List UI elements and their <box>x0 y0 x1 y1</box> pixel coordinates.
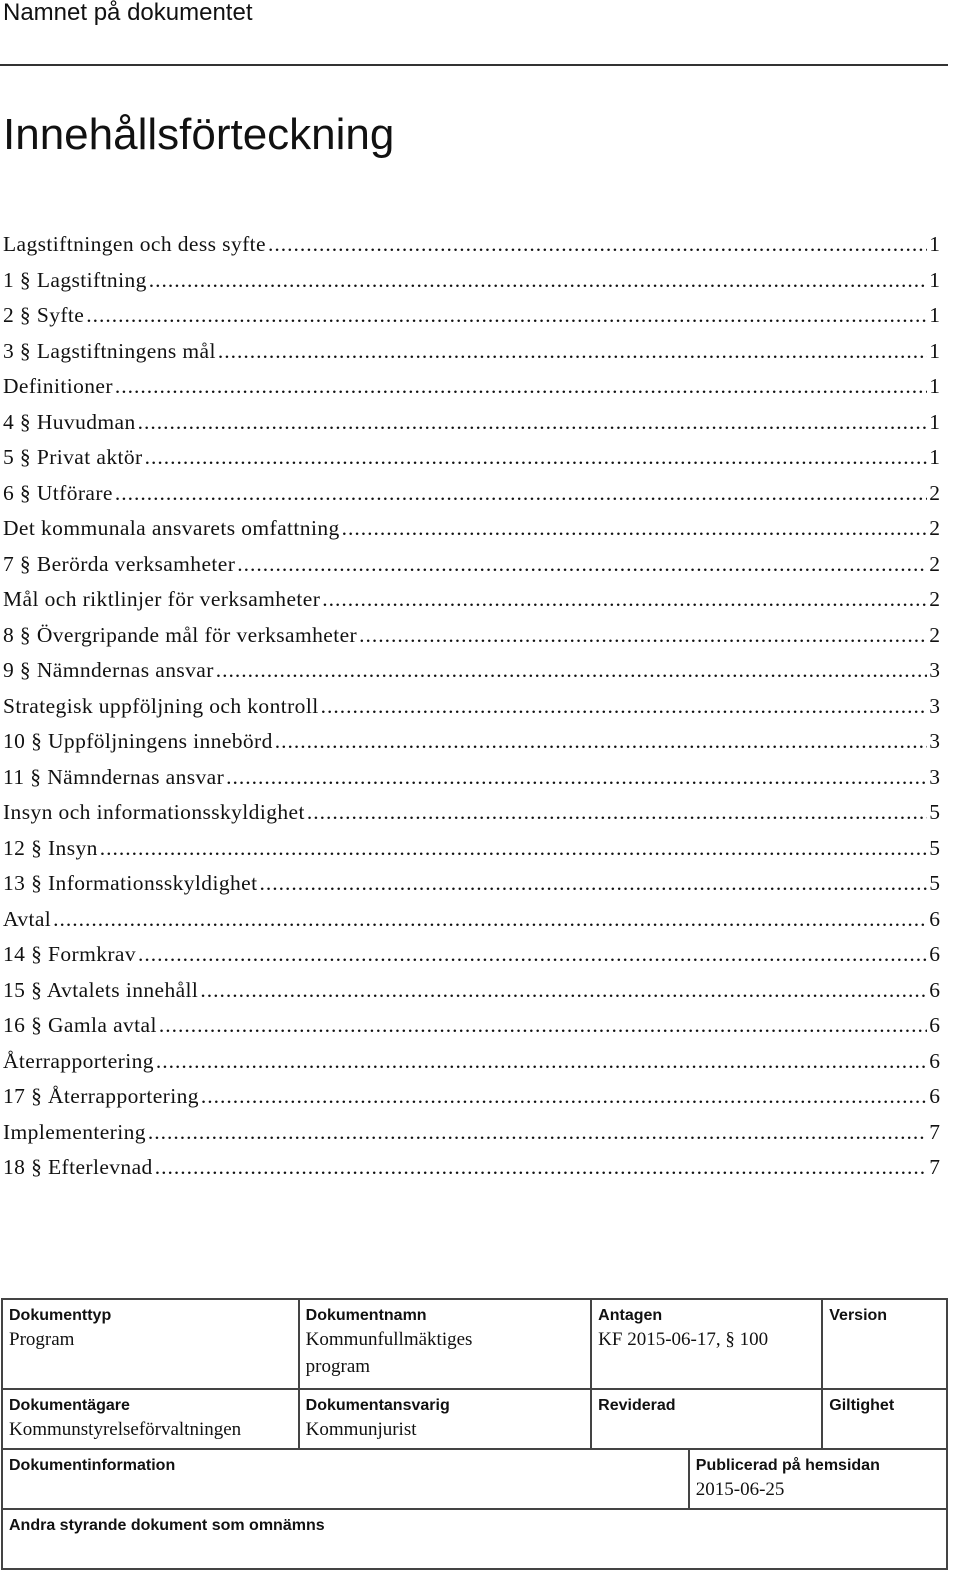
toc-entry-text[interactable]: 13 § Informationsskyldighet <box>3 871 258 895</box>
toc-entry-text[interactable]: 18 § Efterlevnad <box>3 1155 153 1179</box>
toc-entry[interactable] <box>3 1081 940 1117</box>
toc-entry-text[interactable]: Återrapportering <box>3 1048 154 1073</box>
toc-entry[interactable] <box>3 833 940 869</box>
toc-page-number[interactable]: 5 <box>929 800 940 824</box>
toc-entry-text[interactable]: 4 § Huvudman <box>3 409 136 434</box>
dot-leader <box>100 833 927 863</box>
dot-leader <box>115 478 927 508</box>
toc-entry[interactable] <box>3 797 940 833</box>
cell-version: Version <box>822 1299 947 1389</box>
toc-page-number[interactable]: 2 <box>929 587 940 611</box>
toc-entry[interactable] <box>3 691 940 727</box>
toc-page-number[interactable]: 5 <box>929 835 940 860</box>
dot-leader <box>86 300 927 330</box>
toc-entry-text[interactable]: Lagstiftningen och dess syfte <box>3 232 266 256</box>
dot-leader <box>145 442 928 472</box>
toc-entry[interactable] <box>3 478 940 514</box>
toc-entry-text[interactable]: 17 § Återrapportering <box>3 1084 199 1108</box>
toc-entry[interactable] <box>3 939 940 975</box>
toc-entry[interactable] <box>3 1010 940 1046</box>
toc-entry-text[interactable]: Det kommunala ansvarets omfattning <box>3 516 340 540</box>
toc-entry[interactable] <box>3 549 940 585</box>
toc-page-number[interactable]: 1 <box>929 267 940 292</box>
cell-andra-dokument: Andra styrande dokument som omnämns <box>2 1509 947 1569</box>
toc-page-number[interactable]: 6 <box>929 906 940 931</box>
toc-page-number[interactable]: 1 <box>929 232 940 256</box>
cell-dokumentinformation: Dokumentinformation <box>2 1449 689 1509</box>
toc-page-number[interactable]: 1 <box>929 338 940 363</box>
dot-leader <box>226 762 927 792</box>
toc-entry[interactable] <box>3 1117 940 1153</box>
toc-entry[interactable] <box>3 300 940 336</box>
document-header-name: Namnet på dokumentet <box>3 0 253 26</box>
dot-leader <box>275 726 927 756</box>
toc-entry-text[interactable]: Definitioner <box>3 374 113 398</box>
dot-leader <box>259 868 927 898</box>
toc-page-number[interactable]: 1 <box>929 303 940 327</box>
toc-entry-text[interactable]: 16 § Gamla avtal <box>3 1013 157 1037</box>
toc-entry-text[interactable]: Avtal <box>3 906 52 931</box>
toc-entry-text[interactable]: 9 § Nämndernas ansvar <box>3 658 214 682</box>
toc-page-number[interactable]: 5 <box>929 871 940 895</box>
dot-leader <box>53 904 927 934</box>
dot-leader <box>342 513 928 543</box>
toc-entry[interactable] <box>3 407 940 443</box>
toc-page-number[interactable]: 7 <box>929 1119 940 1144</box>
toc-page-number[interactable]: 2 <box>929 622 940 647</box>
toc-entry-text[interactable]: 10 § Uppföljningens innebörd <box>3 729 273 753</box>
header-divider <box>0 64 948 66</box>
toc-entry-text[interactable]: 11 § Nämndernas ansvar <box>3 764 225 789</box>
toc-entry[interactable] <box>3 1046 940 1082</box>
toc-entry[interactable] <box>3 265 940 301</box>
toc-entry-text[interactable]: 7 § Berörda verksamheter <box>3 551 236 576</box>
toc-entry[interactable] <box>3 904 940 940</box>
toc-entry-text[interactable]: 3 § Lagstiftningens mål <box>3 338 216 363</box>
toc-page-number[interactable]: 1 <box>929 409 940 434</box>
toc-entry-text[interactable]: 1 § Lagstiftning <box>3 267 147 292</box>
dot-leader <box>156 1046 927 1076</box>
toc-page-number[interactable]: 2 <box>929 551 940 576</box>
toc-entry-text[interactable]: Insyn och informationsskyldighet <box>3 800 305 824</box>
toc-entry-text[interactable]: 8 § Övergripande mål för verksamheter <box>3 622 358 647</box>
dot-leader <box>148 1117 927 1147</box>
toc-entry[interactable] <box>3 762 940 798</box>
dot-leader <box>138 939 927 969</box>
toc-entry-text[interactable]: 15 § Avtalets innehåll <box>3 977 199 1002</box>
cell-antagen: Antagen KF 2015-06-17, § 100 <box>591 1299 822 1389</box>
toc-page-number[interactable]: 3 <box>929 729 940 753</box>
toc-entry[interactable] <box>3 655 940 691</box>
toc-entry-text[interactable]: 14 § Formkrav <box>3 942 136 966</box>
dot-leader <box>155 1152 928 1182</box>
cell-publicerad: Publicerad på hemsidan 2015-06-25 <box>689 1449 947 1509</box>
toc-entry[interactable] <box>3 229 940 265</box>
toc-entry[interactable] <box>3 336 940 372</box>
toc-page-number[interactable]: 1 <box>929 374 940 398</box>
dot-leader <box>237 549 927 579</box>
dot-leader <box>307 797 927 827</box>
toc-entry[interactable] <box>3 442 940 478</box>
dot-leader <box>149 265 928 295</box>
dot-leader <box>138 407 928 437</box>
toc-entry-text[interactable]: Strategisk uppföljning och kontroll <box>3 693 319 718</box>
dot-leader <box>159 1010 927 1040</box>
toc-entry-text[interactable]: Mål och riktlinjer för verksamheter <box>3 587 321 611</box>
toc-entry-text[interactable]: 6 § Utförare <box>3 480 113 505</box>
toc-entry-text[interactable]: 12 § Insyn <box>3 835 98 860</box>
toc-entry[interactable] <box>3 868 940 904</box>
toc-entry[interactable] <box>3 620 940 656</box>
page-title: Innehållsförteckning <box>3 110 395 159</box>
toc-page-number[interactable]: 2 <box>929 480 940 505</box>
toc-page-number[interactable]: 1 <box>929 445 940 469</box>
dot-leader <box>201 1081 927 1111</box>
dot-leader <box>218 336 927 366</box>
cell-giltighet: Giltighet <box>822 1389 947 1449</box>
toc-entry[interactable] <box>3 726 940 762</box>
toc-page-number[interactable]: 6 <box>929 977 940 1002</box>
document-info-table <box>1 1298 948 1570</box>
toc-entry[interactable] <box>3 1152 940 1188</box>
cell-dokumentagare: Dokumentägare Kommunstyrelseförvaltningen <box>2 1389 299 1449</box>
toc-entry[interactable] <box>3 584 940 620</box>
dot-leader <box>268 229 927 259</box>
dot-leader <box>200 975 927 1005</box>
dot-leader <box>322 584 927 614</box>
cell-dokumenttyp: Dokumenttyp Program <box>2 1299 299 1389</box>
toc-entry-text[interactable]: 2 § Syfte <box>3 303 85 327</box>
toc-entry[interactable] <box>3 371 940 407</box>
cell-dokumentnamn: Dokumentnamn Kommunfullmäktiges program <box>299 1299 592 1389</box>
toc-page-number[interactable]: 3 <box>929 764 940 789</box>
toc-page-number[interactable]: 6 <box>929 1048 940 1073</box>
toc-entry-text[interactable]: Implementering <box>3 1119 146 1144</box>
toc-page-number[interactable]: 3 <box>929 658 940 682</box>
dot-leader <box>359 620 927 650</box>
toc-page-number[interactable]: 2 <box>929 516 940 540</box>
toc-entry[interactable] <box>3 513 940 549</box>
dot-leader <box>216 655 927 685</box>
toc-page-number[interactable]: 7 <box>929 1155 940 1179</box>
toc-page-number[interactable]: 3 <box>929 693 940 718</box>
toc-entry-text[interactable]: 5 § Privat aktör <box>3 445 143 469</box>
toc-entry[interactable] <box>3 975 940 1011</box>
cell-dokumentansvarig: Dokumentansvarig Kommunjurist <box>299 1389 592 1449</box>
toc-page-number[interactable]: 6 <box>929 942 940 966</box>
dot-leader <box>115 371 927 401</box>
dot-leader <box>321 691 928 721</box>
toc-page-number[interactable]: 6 <box>929 1084 940 1108</box>
toc-page-number[interactable]: 6 <box>929 1013 940 1037</box>
cell-reviderad: Reviderad <box>591 1389 822 1449</box>
table-of-contents <box>3 229 940 1188</box>
